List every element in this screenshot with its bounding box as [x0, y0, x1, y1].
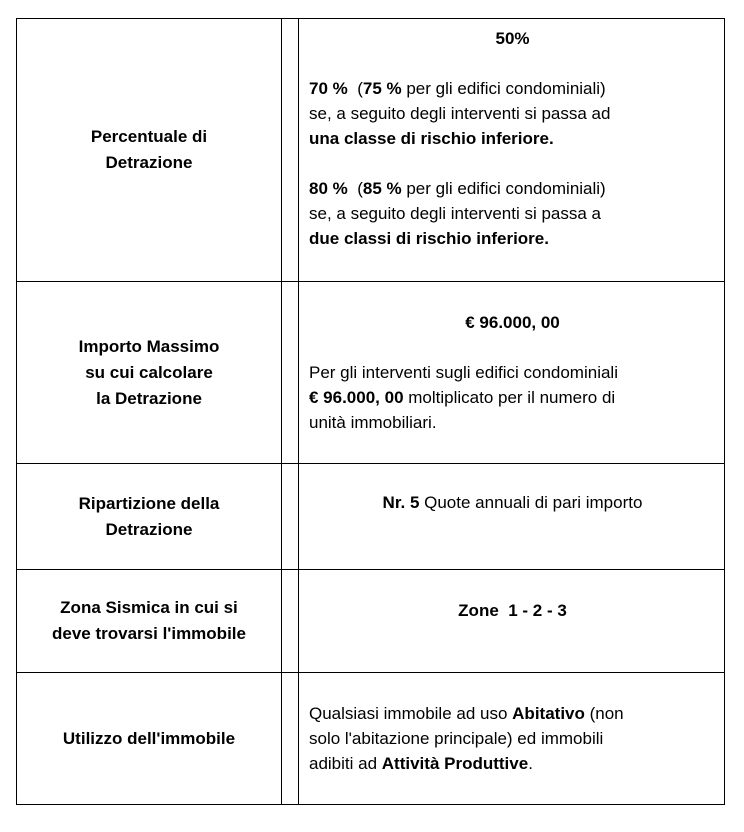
use-line2: solo l'abitazione principale) ed immobili — [309, 729, 604, 748]
rate-option-2-line3: due classi di rischio inferiore. — [309, 229, 549, 248]
use-attivita: Attività Produttive — [381, 754, 529, 773]
rate-option-1 — [309, 76, 716, 101]
table-row-importo — [17, 282, 724, 464]
label-line: la Detrazione — [96, 388, 202, 408]
label-line: Ripartizione della — [78, 493, 220, 513]
use-line3-pre: adibiti ad — [309, 754, 382, 773]
row-label — [17, 19, 281, 281]
rate-option-1-line3: una classe di rischio inferiore. — [309, 129, 554, 148]
rate-pct-cond: 85 % — [362, 179, 402, 198]
label-line: Importo Massimo — [78, 336, 220, 356]
paren: ( — [357, 79, 363, 98]
detrazione-table — [16, 18, 725, 805]
amount-desc-rest: moltiplicato per il numero di — [403, 388, 616, 407]
use-post: (non — [584, 704, 624, 723]
quote-text — [309, 490, 716, 515]
table-row-utilizzo — [17, 673, 724, 804]
rate-pct-cond: 75 % — [362, 79, 402, 98]
table-row-zona — [17, 570, 724, 673]
use-line3-post: . — [528, 754, 533, 773]
amount-desc-line2 — [309, 385, 716, 410]
use-pre: Qualsiasi immobile ad uso — [309, 704, 513, 723]
row-value — [309, 19, 716, 288]
use-line1 — [309, 701, 716, 726]
zones-text: Zone 1 - 2 - 3 — [458, 601, 567, 620]
rate-base: 50% — [495, 29, 530, 48]
cond-text: per gli edifici condominiali) — [401, 79, 606, 98]
label-line: Detrazione — [105, 153, 193, 172]
row-value — [309, 673, 716, 832]
rate-pct: 70 % — [309, 79, 348, 98]
rate-option-2 — [309, 176, 716, 201]
amount-desc-line3: unità immobiliari. — [309, 413, 437, 432]
cond-text: per gli edifici condominiali) — [401, 179, 606, 198]
table-row-ripartizione — [17, 464, 724, 570]
row-value — [309, 282, 716, 491]
label-line: deve trovarsi l'immobile — [52, 624, 246, 643]
column-gap — [281, 464, 299, 569]
row-label — [17, 570, 281, 672]
label-line: Percentuale di — [90, 127, 208, 146]
label-line: Detrazione — [105, 519, 193, 539]
table-row-percentuale — [17, 19, 724, 282]
label-line: su cui calcolare — [85, 362, 213, 382]
use-abitativo: Abitativo — [512, 704, 585, 723]
quote-desc: Quote annuali di pari importo — [419, 493, 643, 512]
label-line: Utilizzo dell'immobile — [62, 728, 236, 748]
quote-nr: Nr. 5 — [382, 493, 420, 512]
column-gap — [281, 282, 299, 463]
rate-option-2-line2: se, a seguito degli interventi si passa a — [309, 204, 602, 223]
column-gap — [281, 570, 299, 672]
row-label — [17, 673, 281, 804]
amount-desc-line1: Per gli interventi sugli edifici condominiali — [309, 363, 618, 382]
column-gap — [281, 19, 299, 281]
row-label — [17, 464, 281, 569]
row-label — [17, 282, 281, 463]
paren: ( — [357, 179, 363, 198]
label-line: Zona Sismica in cui si — [60, 598, 238, 617]
amount-desc-amount: € 96.000, 00 — [309, 388, 404, 407]
rate-pct: 80 % — [309, 179, 348, 198]
rate-option-1-line2: se, a seguito degli interventi si passa ad — [309, 104, 611, 123]
max-amount: € 96.000, 00 — [465, 313, 560, 332]
column-gap — [281, 673, 299, 804]
use-line3 — [309, 751, 716, 776]
